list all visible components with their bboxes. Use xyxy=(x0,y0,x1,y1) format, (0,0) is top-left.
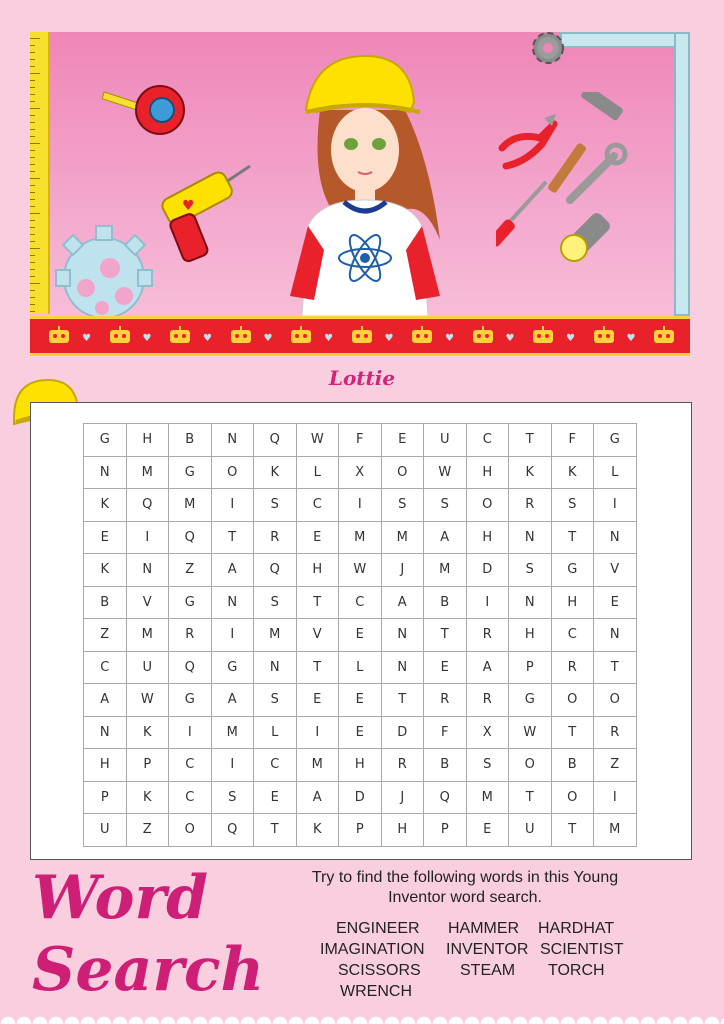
grid-cell[interactable]: K xyxy=(551,456,594,489)
grid-cell[interactable]: P xyxy=(126,749,169,782)
grid-cell[interactable]: B xyxy=(551,749,594,782)
grid-cell[interactable]: W xyxy=(296,424,339,457)
grid-cell[interactable]: C xyxy=(169,749,212,782)
ruler-tick xyxy=(30,66,35,67)
ruler-tick xyxy=(30,276,35,277)
word-item: STEAM xyxy=(460,962,516,979)
girl-illustration xyxy=(280,50,450,316)
grid-cell[interactable]: S xyxy=(509,554,552,587)
ruler-tick xyxy=(30,311,35,312)
grid-cell[interactable]: E xyxy=(254,781,297,814)
grid-cell[interactable]: T xyxy=(211,521,254,554)
ruler-tick xyxy=(30,234,35,235)
grid-cell[interactable]: M xyxy=(254,619,297,652)
grid-cell[interactable]: I xyxy=(339,489,382,522)
ruler-tick xyxy=(30,297,35,298)
grid-cell[interactable]: S xyxy=(551,489,594,522)
robot-icon xyxy=(48,325,70,345)
ruler-tick xyxy=(30,290,35,291)
grid-cell[interactable]: N xyxy=(211,424,254,457)
word-item: ENGINEER xyxy=(336,920,420,937)
grid-cell[interactable]: N xyxy=(254,651,297,684)
grid-cell[interactable]: M xyxy=(424,554,467,587)
grid-cell[interactable]: R xyxy=(169,619,212,652)
grid-cell[interactable]: P xyxy=(339,814,382,847)
grid-cell[interactable]: I xyxy=(466,586,509,619)
grid-cell[interactable]: Q xyxy=(254,554,297,587)
grid-cell[interactable]: F xyxy=(424,716,467,749)
heart-icon: ♥ xyxy=(626,333,636,344)
ruler-tick xyxy=(30,150,35,151)
grid-cell[interactable]: E xyxy=(296,684,339,717)
grid-cell[interactable]: V xyxy=(126,586,169,619)
grid-cell[interactable]: A xyxy=(381,586,424,619)
scalloped-edge xyxy=(0,1012,724,1024)
grid-cell[interactable]: Z xyxy=(126,814,169,847)
grid-cell[interactable]: N xyxy=(126,554,169,587)
grid-cell[interactable]: T xyxy=(381,684,424,717)
ruler-tick xyxy=(30,59,35,60)
grid-cell[interactable]: O xyxy=(509,749,552,782)
grid-cell[interactable]: N xyxy=(84,456,127,489)
grid-cell[interactable]: R xyxy=(594,716,637,749)
ruler-tick xyxy=(30,87,35,88)
grid-cell[interactable]: T xyxy=(509,424,552,457)
word-item: SCISSORS xyxy=(338,962,421,979)
ruler-tick xyxy=(30,199,35,200)
grid-cell[interactable]: A xyxy=(211,684,254,717)
robot-icon xyxy=(290,325,312,345)
grid-cell[interactable]: R xyxy=(424,684,467,717)
robot-icon xyxy=(230,325,252,345)
grid-cell[interactable]: P xyxy=(424,814,467,847)
grid-cell[interactable]: C xyxy=(551,619,594,652)
grid-cell[interactable]: E xyxy=(466,814,509,847)
grid-row xyxy=(84,489,637,522)
grid-cell[interactable]: G xyxy=(509,684,552,717)
grid-cell[interactable]: K xyxy=(126,781,169,814)
grid-cell[interactable]: E xyxy=(381,424,424,457)
grid-cell[interactable]: N xyxy=(84,716,127,749)
grid-cell[interactable]: R xyxy=(509,489,552,522)
grid-cell[interactable]: L xyxy=(296,456,339,489)
heart-icon: ♥ xyxy=(566,333,575,344)
pliers-icon xyxy=(502,114,556,166)
grid-cell[interactable]: Q xyxy=(211,814,254,847)
grid-cell[interactable]: O xyxy=(211,456,254,489)
grid-cell[interactable]: U xyxy=(84,814,127,847)
grid-cell[interactable]: H xyxy=(381,814,424,847)
grid-cell[interactable]: R xyxy=(551,651,594,684)
grid-cell[interactable]: I xyxy=(126,521,169,554)
ruler-tick xyxy=(30,220,35,221)
ruler-tick xyxy=(30,213,40,214)
ruler-tick xyxy=(30,178,40,179)
grid-cell[interactable]: L xyxy=(254,716,297,749)
grid-cell[interactable]: I xyxy=(594,489,637,522)
grid-cell[interactable]: J xyxy=(381,781,424,814)
grid-cell[interactable]: B xyxy=(84,586,127,619)
grid-cell[interactable]: U xyxy=(126,651,169,684)
grid-cell[interactable]: M xyxy=(381,521,424,554)
grid-cell[interactable]: W xyxy=(339,554,382,587)
grid-cell[interactable]: K xyxy=(296,814,339,847)
ruler-tick xyxy=(30,101,35,102)
grid-cell[interactable]: K xyxy=(84,554,127,587)
ruler-tick xyxy=(30,227,35,228)
hammer-icon xyxy=(547,92,624,194)
grid-cell[interactable]: U xyxy=(509,814,552,847)
grid-cell[interactable]: S xyxy=(254,586,297,619)
grid-cell[interactable]: H xyxy=(466,456,509,489)
ruler-tick xyxy=(30,262,35,263)
grid-cell[interactable]: R xyxy=(466,619,509,652)
grid-cell[interactable]: S xyxy=(424,489,467,522)
grid-cell[interactable]: G xyxy=(169,684,212,717)
grid-cell[interactable]: M xyxy=(126,456,169,489)
robot-icon xyxy=(109,325,131,345)
gear-icon xyxy=(46,216,154,316)
grid-cell[interactable]: F xyxy=(339,424,382,457)
grid-row xyxy=(84,456,637,489)
flashlight-icon xyxy=(561,211,612,261)
grid-cell[interactable]: A xyxy=(296,781,339,814)
grid-cell[interactable]: G xyxy=(84,424,127,457)
ruler-tick xyxy=(30,164,35,165)
ruler-tick xyxy=(30,241,35,242)
grid-cell[interactable]: Z xyxy=(594,749,637,782)
grid-cell[interactable]: D xyxy=(466,554,509,587)
grid-cell[interactable]: T xyxy=(254,814,297,847)
grid-cell[interactable]: Q xyxy=(424,781,467,814)
heart-icon: ♥ xyxy=(445,333,454,344)
grid-cell[interactable]: T xyxy=(551,716,594,749)
grid-cell[interactable]: I xyxy=(211,619,254,652)
grid-cell[interactable]: S xyxy=(254,684,297,717)
grid-cell[interactable]: T xyxy=(424,619,467,652)
ruler-tick xyxy=(30,206,35,207)
grid-cell[interactable]: R xyxy=(254,521,297,554)
grid-cell[interactable]: J xyxy=(381,554,424,587)
ruler-tick xyxy=(30,304,35,305)
grid-cell[interactable]: Z xyxy=(84,619,127,652)
grid-cell[interactable]: E xyxy=(84,521,127,554)
grid-cell[interactable]: H xyxy=(466,521,509,554)
grid-cell[interactable]: X xyxy=(466,716,509,749)
letter-grid xyxy=(83,423,637,847)
grid-cell[interactable]: K xyxy=(84,489,127,522)
grid-cell[interactable]: A xyxy=(466,651,509,684)
grid-row xyxy=(84,814,637,847)
grid-cell[interactable]: K xyxy=(509,456,552,489)
heart-icon: ♥ xyxy=(505,333,515,344)
grid-cell[interactable]: P xyxy=(84,781,127,814)
grid-cell[interactable]: H xyxy=(551,586,594,619)
grid-cell[interactable]: Q xyxy=(126,489,169,522)
grid-cell[interactable]: I xyxy=(594,781,637,814)
grid-cell[interactable]: H xyxy=(339,749,382,782)
title-word: Word xyxy=(32,863,209,933)
ruler-tick xyxy=(30,38,40,39)
screwdriver-icon xyxy=(496,182,546,248)
ruler-tick xyxy=(30,255,35,256)
word-search-panel xyxy=(30,402,692,860)
grid-cell[interactable]: I xyxy=(296,716,339,749)
grid-cell[interactable]: R xyxy=(466,684,509,717)
grid-cell[interactable]: H xyxy=(509,619,552,652)
grid-cell[interactable]: E xyxy=(424,651,467,684)
grid-cell[interactable]: N xyxy=(594,521,637,554)
grid-cell[interactable]: T xyxy=(509,781,552,814)
grid-cell[interactable]: G xyxy=(211,651,254,684)
ruler-tick xyxy=(30,80,35,81)
grid-cell[interactable]: C xyxy=(84,651,127,684)
grid-cell[interactable]: N xyxy=(211,586,254,619)
grid-cell[interactable]: W xyxy=(509,716,552,749)
grid-cell[interactable]: M xyxy=(211,716,254,749)
grid-cell[interactable]: G xyxy=(551,554,594,587)
grid-cell[interactable]: T xyxy=(551,814,594,847)
grid-cell[interactable]: G xyxy=(169,586,212,619)
grid-cell[interactable]: S xyxy=(211,781,254,814)
tape-measure-icon xyxy=(102,82,188,138)
grid-cell[interactable]: B xyxy=(169,424,212,457)
gear-icon xyxy=(528,28,568,68)
grid-cell[interactable]: M xyxy=(594,814,637,847)
grid-cell[interactable]: I xyxy=(169,716,212,749)
grid-cell[interactable]: H xyxy=(84,749,127,782)
grid-cell[interactable]: W xyxy=(424,456,467,489)
robot-strip xyxy=(30,316,690,356)
grid-cell[interactable]: G xyxy=(169,456,212,489)
grid-row xyxy=(84,586,637,619)
grid-cell[interactable]: U xyxy=(424,424,467,457)
grid-cell[interactable]: A xyxy=(424,521,467,554)
heart-icon: ♥ xyxy=(82,333,91,344)
grid-cell[interactable]: V xyxy=(594,554,637,587)
word-item: INVENTOR xyxy=(446,941,529,958)
grid-cell[interactable]: R xyxy=(381,749,424,782)
ruler-tick xyxy=(30,143,40,144)
grid-cell[interactable]: S xyxy=(381,489,424,522)
pipe-icon xyxy=(674,32,690,316)
ruler-tick xyxy=(30,129,35,130)
grid-cell[interactable]: H xyxy=(126,424,169,457)
grid-row xyxy=(84,716,637,749)
grid-cell[interactable]: E xyxy=(339,716,382,749)
grid-cell[interactable]: M xyxy=(339,521,382,554)
heart-icon: ♥ xyxy=(203,333,212,344)
ruler-tick xyxy=(30,283,40,284)
heart-icon: ♥ xyxy=(384,333,394,344)
grid-cell[interactable]: M xyxy=(169,489,212,522)
title-search: Search xyxy=(32,935,265,1005)
ruler-tick xyxy=(30,136,35,137)
grid-cell[interactable]: D xyxy=(381,716,424,749)
grid-cell[interactable]: E xyxy=(594,586,637,619)
robot-icon xyxy=(411,325,433,345)
grid-cell[interactable]: K xyxy=(254,456,297,489)
grid-cell[interactable]: N xyxy=(381,619,424,652)
robot-icon xyxy=(532,325,554,345)
ruler-tick xyxy=(30,45,35,46)
grid-cell[interactable]: Q xyxy=(169,521,212,554)
grid-cell[interactable]: M xyxy=(296,749,339,782)
grid-cell[interactable]: E xyxy=(339,619,382,652)
grid-cell[interactable]: T xyxy=(296,586,339,619)
grid-cell[interactable]: L xyxy=(594,456,637,489)
drill-icon xyxy=(158,160,254,264)
robot-icon xyxy=(351,325,373,345)
grid-cell[interactable]: N xyxy=(509,586,552,619)
grid-cell[interactable]: A xyxy=(84,684,127,717)
grid-cell[interactable]: C xyxy=(466,424,509,457)
grid-cell[interactable]: Z xyxy=(169,554,212,587)
grid-cell[interactable]: C xyxy=(339,586,382,619)
grid-cell[interactable]: V xyxy=(296,619,339,652)
grid-cell[interactable]: B xyxy=(424,586,467,619)
grid-cell[interactable]: S xyxy=(466,749,509,782)
grid-cell[interactable]: G xyxy=(594,424,637,457)
grid-cell[interactable]: E xyxy=(296,521,339,554)
grid-cell[interactable]: P xyxy=(509,651,552,684)
character-name: Lottie xyxy=(328,366,396,390)
robot-icon xyxy=(169,325,191,345)
ruler-tick xyxy=(30,171,35,172)
ruler-tick xyxy=(30,73,40,74)
heart-icon: ♥ xyxy=(324,333,333,344)
grid-cell[interactable]: S xyxy=(254,489,297,522)
grid-cell[interactable]: O xyxy=(594,684,637,717)
pipe-icon xyxy=(560,32,690,48)
grid-cell[interactable]: O xyxy=(551,684,594,717)
grid-cell[interactable]: E xyxy=(339,684,382,717)
grid-cell[interactable]: W xyxy=(126,684,169,717)
robot-icon xyxy=(653,325,675,345)
word-item: WRENCH xyxy=(340,983,412,1000)
grid-cell[interactable]: N xyxy=(594,619,637,652)
ruler-tick xyxy=(30,94,35,95)
grid-row xyxy=(84,521,637,554)
grid-cell[interactable]: F xyxy=(551,424,594,457)
grid-cell[interactable]: C xyxy=(169,781,212,814)
grid-row xyxy=(84,749,637,782)
ruler-tick xyxy=(30,52,35,53)
grid-row xyxy=(84,619,637,652)
ruler-tick xyxy=(30,115,35,116)
grid-cell[interactable]: H xyxy=(296,554,339,587)
grid-cell[interactable]: O xyxy=(466,489,509,522)
grid-row xyxy=(84,424,637,457)
tools-group xyxy=(496,92,636,268)
ruler-tick xyxy=(30,248,40,249)
ruler-tick xyxy=(30,269,35,270)
grid-cell[interactable]: M xyxy=(126,619,169,652)
grid-cell[interactable]: N xyxy=(381,651,424,684)
grid-cell[interactable]: C xyxy=(296,489,339,522)
grid-cell[interactable]: K xyxy=(126,716,169,749)
svg-text:♥: ♥ xyxy=(182,198,195,214)
word-item: IMAGINATION xyxy=(320,941,425,958)
ruler-tick xyxy=(30,185,35,186)
grid-cell[interactable]: M xyxy=(466,781,509,814)
grid-cell[interactable]: O xyxy=(169,814,212,847)
grid-row xyxy=(84,684,637,717)
grid-row xyxy=(84,781,637,814)
grid-cell[interactable]: I xyxy=(211,489,254,522)
grid-cell[interactable]: L xyxy=(339,651,382,684)
grid-cell[interactable]: O xyxy=(551,781,594,814)
grid-cell[interactable]: C xyxy=(254,749,297,782)
grid-cell[interactable]: Q xyxy=(254,424,297,457)
ruler-tick xyxy=(30,108,40,109)
word-item: TORCH xyxy=(548,962,605,979)
grid-row xyxy=(84,554,637,587)
heart-icon: ♥ xyxy=(142,333,152,344)
instruction-text: Try to find the following words in this Young Inventor word search. xyxy=(311,869,619,906)
grid-cell[interactable]: Q xyxy=(169,651,212,684)
robot-icon xyxy=(593,325,615,345)
word-item: HARDHAT xyxy=(538,920,615,937)
grid-cell[interactable]: D xyxy=(339,781,382,814)
robot-icon xyxy=(472,325,494,345)
ruler-tick xyxy=(30,122,35,123)
ruler-tick xyxy=(30,157,35,158)
grid-row xyxy=(84,651,637,684)
grid-cell[interactable]: T xyxy=(551,521,594,554)
ruler-tick xyxy=(30,192,35,193)
grid-cell[interactable]: O xyxy=(381,456,424,489)
grid-cell[interactable]: B xyxy=(424,749,467,782)
grid-cell[interactable]: A xyxy=(211,554,254,587)
word-item: HAMMER xyxy=(448,920,520,937)
grid-cell[interactable]: N xyxy=(509,521,552,554)
grid-cell[interactable]: X xyxy=(339,456,382,489)
grid-cell[interactable]: I xyxy=(211,749,254,782)
word-item: SCIENTIST xyxy=(540,941,624,958)
grid-cell[interactable]: T xyxy=(594,651,637,684)
heart-icon: ♥ xyxy=(263,333,273,344)
grid-cell[interactable]: T xyxy=(296,651,339,684)
